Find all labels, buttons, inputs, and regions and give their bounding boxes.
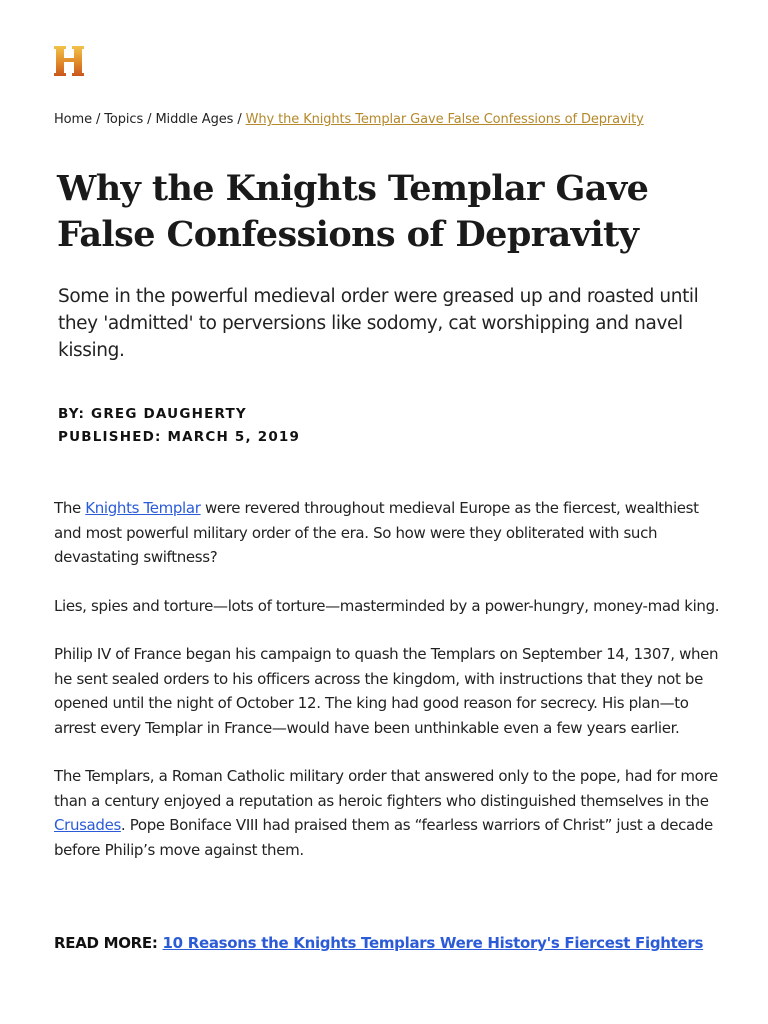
author-byline: BY: GREG DAUGHERTY	[58, 406, 247, 422]
read-more	[54, 934, 703, 952]
breadcrumb-separator: /	[147, 112, 152, 127]
breadcrumb-current-link[interactable]: Why the Knights Templar Gave False Confessions of Depravity	[245, 112, 644, 127]
article-meta	[58, 403, 300, 449]
breadcrumb	[54, 112, 644, 127]
paragraph: The Templars, a Roman Catholic military order that answered only to the pope, had for more than a century enjoyed a reputation as heroic fighters who distinguished themselves in the Crusades. Pope Boniface VIII had praised them as “fearless warriors of Christ” just a decade before Philip’s move against them.	[54, 767, 718, 859]
breadcrumb-home-link[interactable]: Home	[54, 112, 92, 127]
published-date: PUBLISHED: MARCH 5, 2019	[58, 429, 301, 445]
read-more-link[interactable]: 10 Reasons the Knights Templars Were History's Fiercest Fighters	[162, 934, 704, 952]
breadcrumb-middle-ages-link[interactable]: Middle Ages	[155, 112, 234, 127]
article-body	[54, 496, 726, 886]
breadcrumb-separator: /	[237, 112, 242, 127]
paragraph: Lies, spies and torture—lots of torture—masterminded by a power-hungry, money-mad king.	[54, 596, 720, 615]
paragraph: The Knights Templar were revered throughout medieval Europe as the fiercest, wealthiest and most powerful military order of the era. So how were they obliterated with such devastating swiftness?	[54, 499, 699, 566]
knights-templar-link[interactable]: Knights Templar	[85, 499, 201, 517]
history-h-logo-icon[interactable]	[52, 44, 86, 78]
paragraph: Philip IV of France began his campaign to quash the Templars on September 14, 1307, when he sent sealed orders to his officers across the kingdom, with instructions that they not be opened until the night of October 12. The king had good reason for secrecy. His plan—to arrest every Templar in France—would have been unthinkable even a few years earlier.	[54, 645, 719, 737]
article-title: Why the Knights Templar Gave False Confessions of Depravity	[57, 168, 649, 255]
breadcrumb-separator: /	[96, 112, 101, 127]
read-more-label: READ MORE:	[54, 934, 158, 952]
article-subtitle: Some in the powerful medieval order were greased up and roasted until they 'admitted' to perversions like sodomy, cat worshipping and navel kissing.	[58, 286, 699, 361]
crusades-link[interactable]: Crusades	[54, 816, 121, 834]
breadcrumb-topics-link[interactable]: Topics	[104, 112, 144, 127]
